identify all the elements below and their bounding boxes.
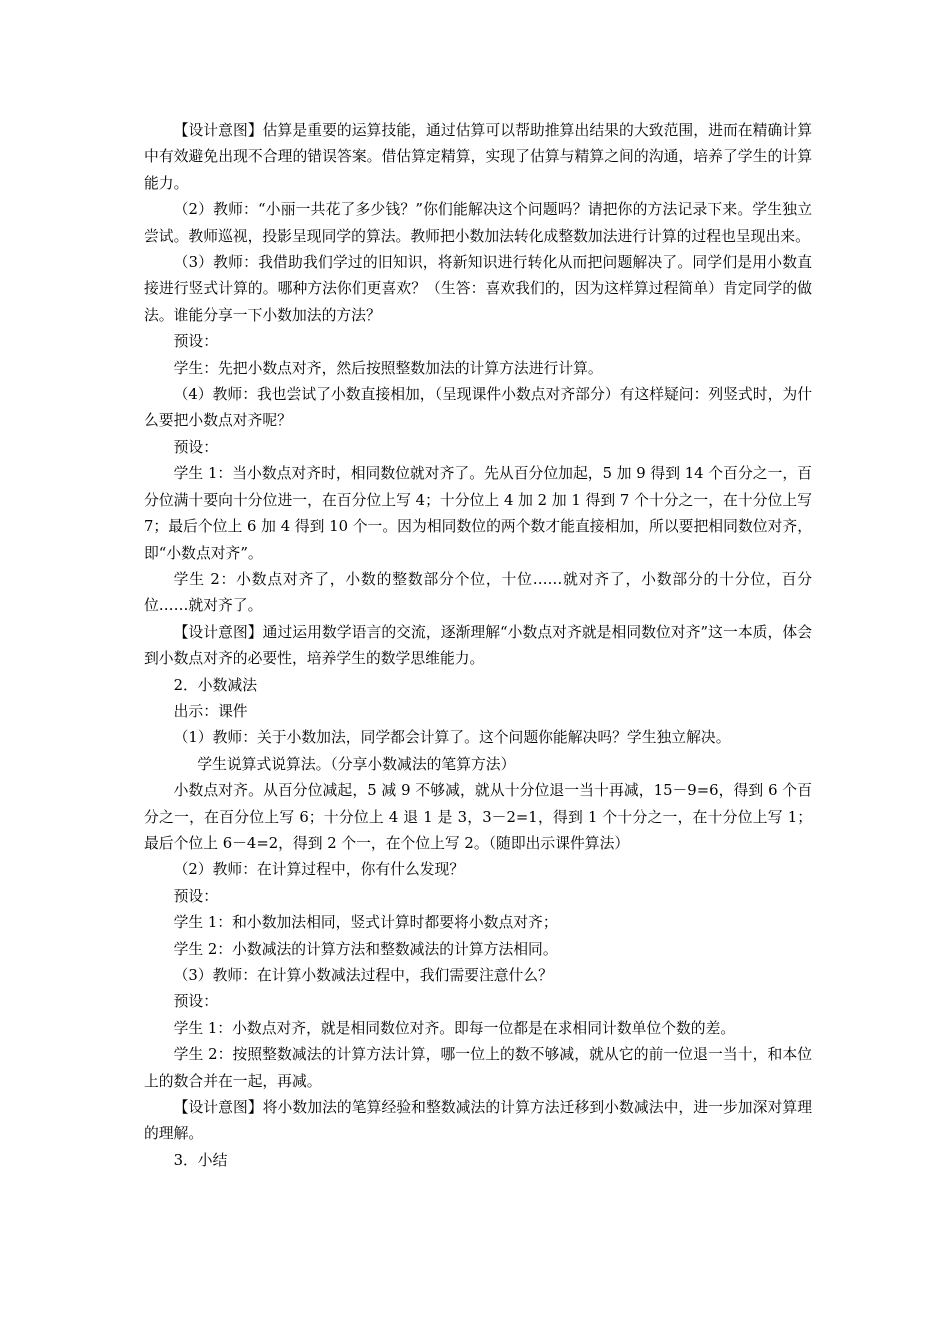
paragraph-design-intent-3: 【设计意图】将小数加法的笔算经验和整数减法的计算方法迁移到小数减法中，进一步加深对算理的理解。 <box>144 1099 812 1143</box>
paragraph-student-1: 学生 1：当小数点对齐时，相同数位就对齐了。先从百分位加起，5 加 9 得到 14 个百分之一，百分位满十要向十分位进一，在百分位上写 4；十分位上 4 加 2 加 1 得到 7 个十分之一，在十分位上写 7；最后个位上 6 加 4 得到 10 个一。因为相同数位的两个数才能直接相加，所以要把相同数位对齐，即“小数点对齐”。 <box>144 465 812 562</box>
paragraph-student-2: 学生 2：小数点对齐了，小数的整数部分个位，十位……就对齐了，小数部分的十分位，百分位……就对齐了。 <box>144 570 812 615</box>
paragraph-teacher-sub-3: （3）教师：在计算小数减法过程中，我们需要注意什么？ <box>173 967 553 984</box>
paragraph-teacher-sub-1: （1）教师：关于小数加法，同学都会计算了。这个问题你能解决吗？学生独立解决。 <box>173 729 731 747</box>
document-page <box>144 118 812 1174</box>
paragraph-teacher-4: （4）教师：我也尝试了小数直接相加，（呈现课件小数点对齐部分）有这样疑问：列竖式时，为什么要把小数点对齐呢？ <box>144 386 812 430</box>
paragraph-student-1-sub: 学生 1：和小数加法相同，竖式计算时都要将小数点对齐； <box>173 914 558 932</box>
paragraph-student: 学生：先把小数点对齐，然后按照整数加法的计算方法进行计算。 <box>173 359 603 377</box>
section-heading-summary: 3．小结 <box>173 1151 228 1169</box>
paragraph-student-explain: 学生说算式说算法。（分享小数减法的笔算方法） <box>197 755 516 773</box>
paragraph-teacher-sub-2: （2）教师：在计算过程中，你有什么发现？ <box>173 861 465 879</box>
paragraph-student-1-sub2: 学生 1：小数点对齐，就是相同数位对齐。即每一位都是在求相同计数单位个数的差。 <box>173 1019 736 1037</box>
paragraph-preset: 预设： <box>173 993 218 1011</box>
paragraph-design-intent-1: 【设计意图】估算是重要的运算技能，通过估算可以帮助推算出结果的大致范围，进而在精确计算中有效避免出现不合理的错误答案。借估算定精算，实现了估算与精算之间的沟通，培养了学生的计算能力。 <box>144 122 812 192</box>
paragraph-preset: 预设： <box>173 333 218 351</box>
paragraph-teacher-2: （2）教师：“小丽一共花了多少钱？”你们能解决这个问题吗？请把你的方法记录下来。学生独立尝试。教师巡视，投影呈现同学的算法。教师把小数加法转化成整数加法进行计算的过程也呈现出来。 <box>144 201 812 245</box>
section-heading-decimal-subtraction: 2．小数减法 <box>173 676 257 694</box>
paragraph-teacher-3: （3）教师：我借助我们学过的旧知识，将新知识进行转化从而把问题解决了。同学们是用小数直接进行竖式计算的。哪种方法你们更喜欢？（生答：喜欢我们的，因为这样算过程简单）肯定同学的做法。谁能分享一下小数加法的方法？ <box>144 254 812 324</box>
paragraph-preset: 预设： <box>173 887 218 905</box>
paragraph-show-courseware: 出示：课件 <box>173 702 248 720</box>
paragraph-student-2-sub2: 学生 2：按照整数减法的计算方法计算，哪一位上的数不够减，就从它的前一位退一当十，和本位上的数合并在一起，再减。 <box>144 1046 812 1090</box>
paragraph-design-intent-2: 【设计意图】通过运用数学语言的交流，逐渐理解“小数点对齐就是相同数位对齐”这一本质，体会到小数点对齐的必要性，培养学生的数学思维能力。 <box>144 623 812 668</box>
paragraph-decimal-align: 小数点对齐。从百分位减起，5 减 9 不够减，就从十分位退一当十再减，15－9=6，得到 6 个百分之一，在百分位上写 6；十分位上 4 退 1 是 3，3－2=1，得到 1 个十分之一，在十分位上写 1；最后个位上 6－4=2，得到 2 个一，在个位上写 2。（随即出示课件算法） <box>144 782 812 852</box>
paragraph-student-2-sub: 学生 2：小数减法的计算方法和整数减法的计算方法相同。 <box>173 940 558 958</box>
paragraph-preset: 预设： <box>173 438 218 456</box>
